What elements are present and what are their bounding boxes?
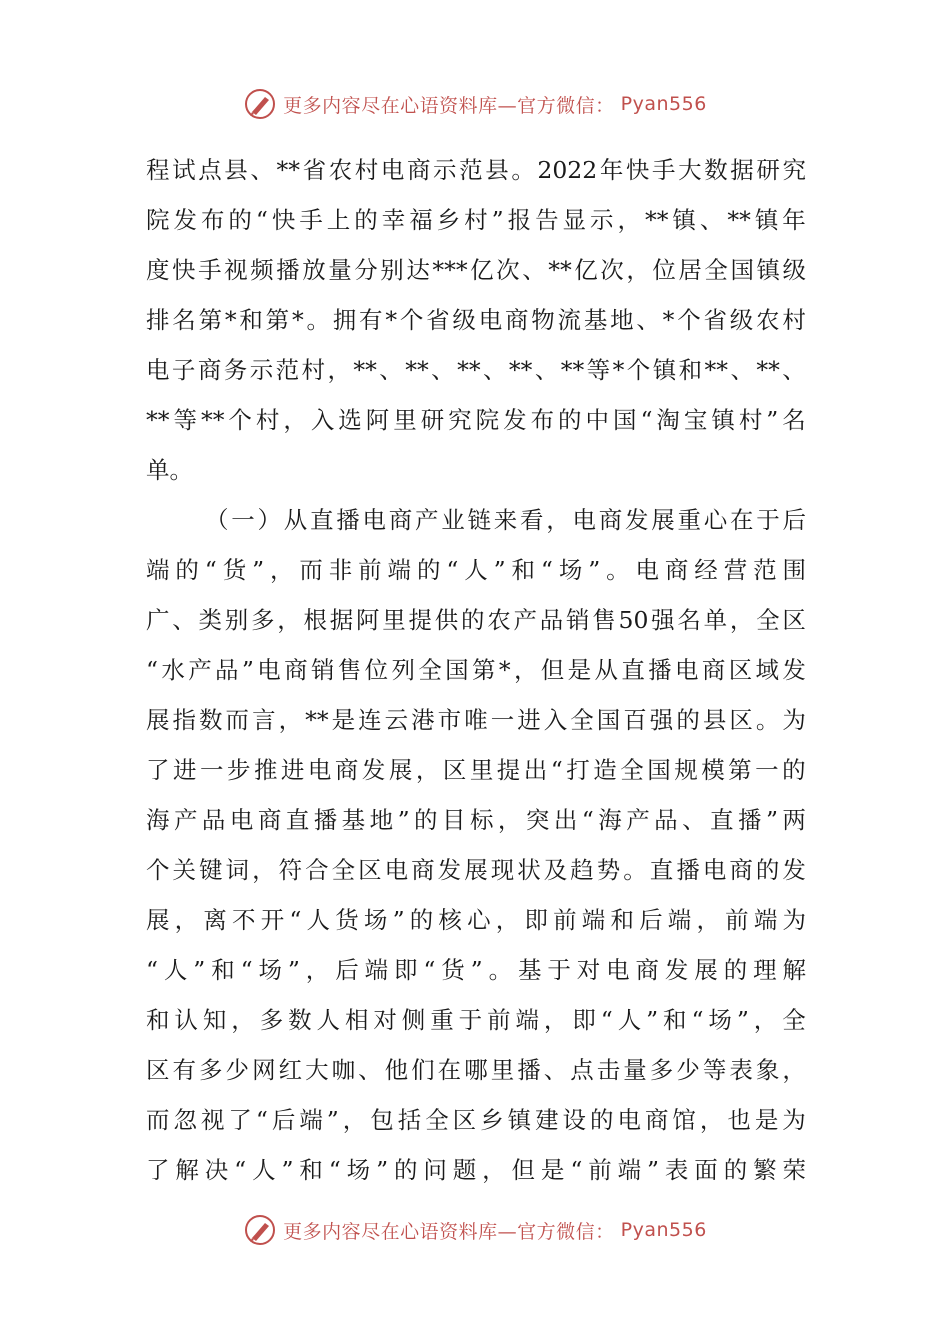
- text-line: 院 发 布 的 “ 快 手 上 的 幸 福 乡 村 ” 报 告 显 示 ， ** 镇 、 ** 镇 年: [146, 206, 806, 234]
- text-line: 展 指 数 而 言 ， ** 是 连 云 港 市 唯 一 进 入 全 国 百 强 的 县 区 。 为: [146, 706, 806, 734]
- text-line: 度 快 手 视 频 播 放 量 分 别 达 *** 亿 次 、 ** 亿 次 ， 位 居 全 国 镇 级: [146, 256, 806, 284]
- pen-logo-icon: [243, 87, 277, 121]
- watermark-text: 更多内容尽在心语资料库—官方微信：: [283, 94, 615, 117]
- text-line: “ 人 ” 和 “ 场 ” ， 后 端 即 “ 货 ” 。 基 于 对 电 商 发 展 的 理 解: [146, 956, 806, 984]
- text-line: 广 、 类 别 多 ， 根 据 阿 里 提 供 的 农 产 品 销 售 50 强 名 单 ， 全 区: [146, 606, 806, 634]
- text-line: 区 有 多 少 网 红 大 咖 、 他 们 在 哪 里 播 、 点 击 量 多 少 等 表 象 ，: [146, 1056, 806, 1084]
- text-line: 了 进 一 步 推 进 电 商 发 展 ， 区 里 提 出 “ 打 造 全 国 规 模 第 一 的: [146, 756, 806, 784]
- pen-logo-icon: [243, 1213, 277, 1247]
- text-line: 端 的 “ 货 ” ， 而 非 前 端 的 “ 人 ” 和 “ 场 ” 。 电 商 经 营 范 围: [146, 556, 806, 584]
- watermark-text: 更多内容尽在心语资料库—官方微信：: [283, 1220, 615, 1243]
- watermark-wechat-id: Pyan556: [620, 93, 707, 115]
- text-line: 了 解 决 “ 人 ” 和 “ 场 ” 的 问 题 ， 但 是 “ 前 端 ” 表 面 的 繁 荣: [146, 1156, 806, 1184]
- text-line: “ 水 产 品 ” 电 商 销 售 位 列 全 国 第 * ， 但 是 从 直 播 电 商 区 域 发: [146, 656, 806, 684]
- watermark-wechat-id: Pyan556: [620, 1219, 707, 1241]
- text-line: ** 等 ** 个 村 ， 入 选 阿 里 研 究 院 发 布 的 中 国 “ 淘 宝 镇 村 ” 名: [146, 406, 806, 434]
- text-line: 海 产 品 电 商 直 播 基 地 ” 的 目 标 ， 突 出 “ 海 产 品 、 直 播 ” 两: [146, 806, 806, 834]
- header-watermark: [0, 84, 950, 124]
- text-line: 排 名 第 * 和 第 * 。 拥 有 * 个 省 级 电 商 物 流 基 地 、 * 个 省 级 农 村: [146, 306, 806, 334]
- document-body: [146, 145, 806, 1195]
- text-line: 展 ， 离 不 开 “ 人 货 场 ” 的 核 心 ， 即 前 端 和 后 端 ， 前 端 为: [146, 906, 806, 934]
- paragraph-2: [146, 495, 806, 1195]
- text-line: 而 忽 视 了 “ 后 端 ” ， 包 括 全 区 乡 镇 建 设 的 电 商 馆 ， 也 是 为: [146, 1106, 806, 1134]
- text-line: 程 试 点 县 、 ** 省 农 村 电 商 示 范 县 。 2022 年 快 手 大 数 据 研 究: [146, 156, 806, 184]
- text-line: （ 一 ） 从 直 播 电 商 产 业 链 来 看 ， 电 商 发 展 重 心 在 于 后: [205, 506, 806, 534]
- text-line: 和 认 知 ， 多 数 人 相 对 侧 重 于 前 端 ， 即 “ 人 ” 和 “ 场 ” ， 全: [146, 1006, 806, 1034]
- text-line: 个 关 键 词 ， 符 合 全 区 电 商 发 展 现 状 及 趋 势 。 直 播 电 商 的 发: [146, 856, 806, 884]
- text-line: 单。: [146, 456, 193, 484]
- footer-watermark: [0, 1210, 950, 1250]
- text-line: 电 子 商 务 示 范 村 ， ** 、 ** 、 ** 、 ** 、 ** 等 * 个 镇 和 ** 、 ** 、: [146, 356, 806, 384]
- paragraph-1: [146, 145, 806, 495]
